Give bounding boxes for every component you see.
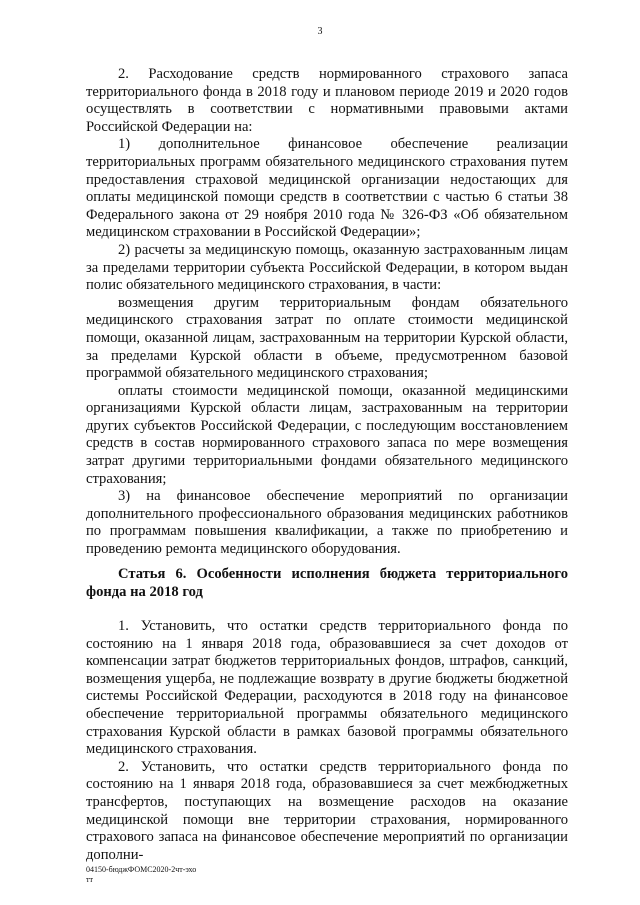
author-initials: тт xyxy=(86,875,93,884)
section-reserve-spending xyxy=(86,66,568,559)
page-number: 3 xyxy=(317,26,323,37)
paragraph: 1. Установить, что остатки средств территориального фонда по состоянию на 1 января 2018 года, образовавшиеся за счет доходов от компенсации затрат бюджетов территориальных фондов, штрафов, санкций, возмещения ущерба, не подлежащие возврату в другие бюджеты бюджетной системы Российской Федерации, расходуются в 2018 году на финансовое обеспечение территориальной программы обязательного медицинского страхования Курской области в рамках базовой программы обязательного медицинского страхования. xyxy=(86,618,568,758)
paragraph: 2) расчеты за медицинскую помощь, оказанную застрахованным лицам за пределами территории субъекта Российской Федерации, в котором выдан полис обязательного медицинского страхования, в части: xyxy=(86,241,568,294)
document-code: 04150-бюджФОМС2020-2чт-эхо xyxy=(86,865,197,874)
section-budget-execution xyxy=(86,618,568,864)
article-heading: Статья 6. Особенности исполнения бюджета территориального фонда на 2018 год xyxy=(86,566,568,600)
paragraph: возмещения другим территориальным фондам обязательного медицинского страхования затрат по оплате стоимости медицинской помощи, оказанной лицам, застрахованным на территории Курской области, за пределами Курской области в объеме, предусмотренном базовой программой обязательного медицинского страхования; xyxy=(86,294,568,382)
paragraph: 1) дополнительное финансовое обеспечение реализации территориальных программ обязательного медицинского страхования путем предоставления страховой медицинской организации недостающих для оплаты медицинской помощи средств в соответствии с частью 6 статьи 38 Федерального закона от 29 ноября 2010 года № 326-ФЗ «Об обязательном медицинском страховании в Российской Федерации»; xyxy=(86,136,568,241)
paragraph: 2. Установить, что остатки средств территориального фонда по состоянию на 1 января 2018 года, образовавшиеся за счет межбюджетных трансфертов, поступающих на возмещение расходов на оказание медицинской помощи вне территории страхования, нормированного страхового запаса на финансовое обеспечение мероприятий по организации дополни- xyxy=(86,758,568,863)
paragraph: 2. Расходование средств нормированного страхового запаса территориального фонда в 2018 году и плановом периоде 2019 и 2020 годов осуществлять в соответствии с нормативными правовыми актами Российской Федерации на: xyxy=(86,66,568,135)
paragraph: 3) на финансовое обеспечение мероприятий по организации дополнительного профессионального образования медицинских работников по программам повышения квалификации, а также по приобретению и проведению ремонта медицинского оборудования. xyxy=(86,488,568,558)
paragraph: оплаты стоимости медицинской помощи, оказанной медицинскими организациями Курской области лицам, застрахованным на территории других субъектов Российской Федерации, с последующим восстановлением средств в состав нормированного страхового запаса по мере возмещения затрат другими территориальными фондами обязательного медицинского страхования; xyxy=(86,382,568,487)
document-footer xyxy=(86,865,196,885)
article-heading-block xyxy=(86,566,568,601)
